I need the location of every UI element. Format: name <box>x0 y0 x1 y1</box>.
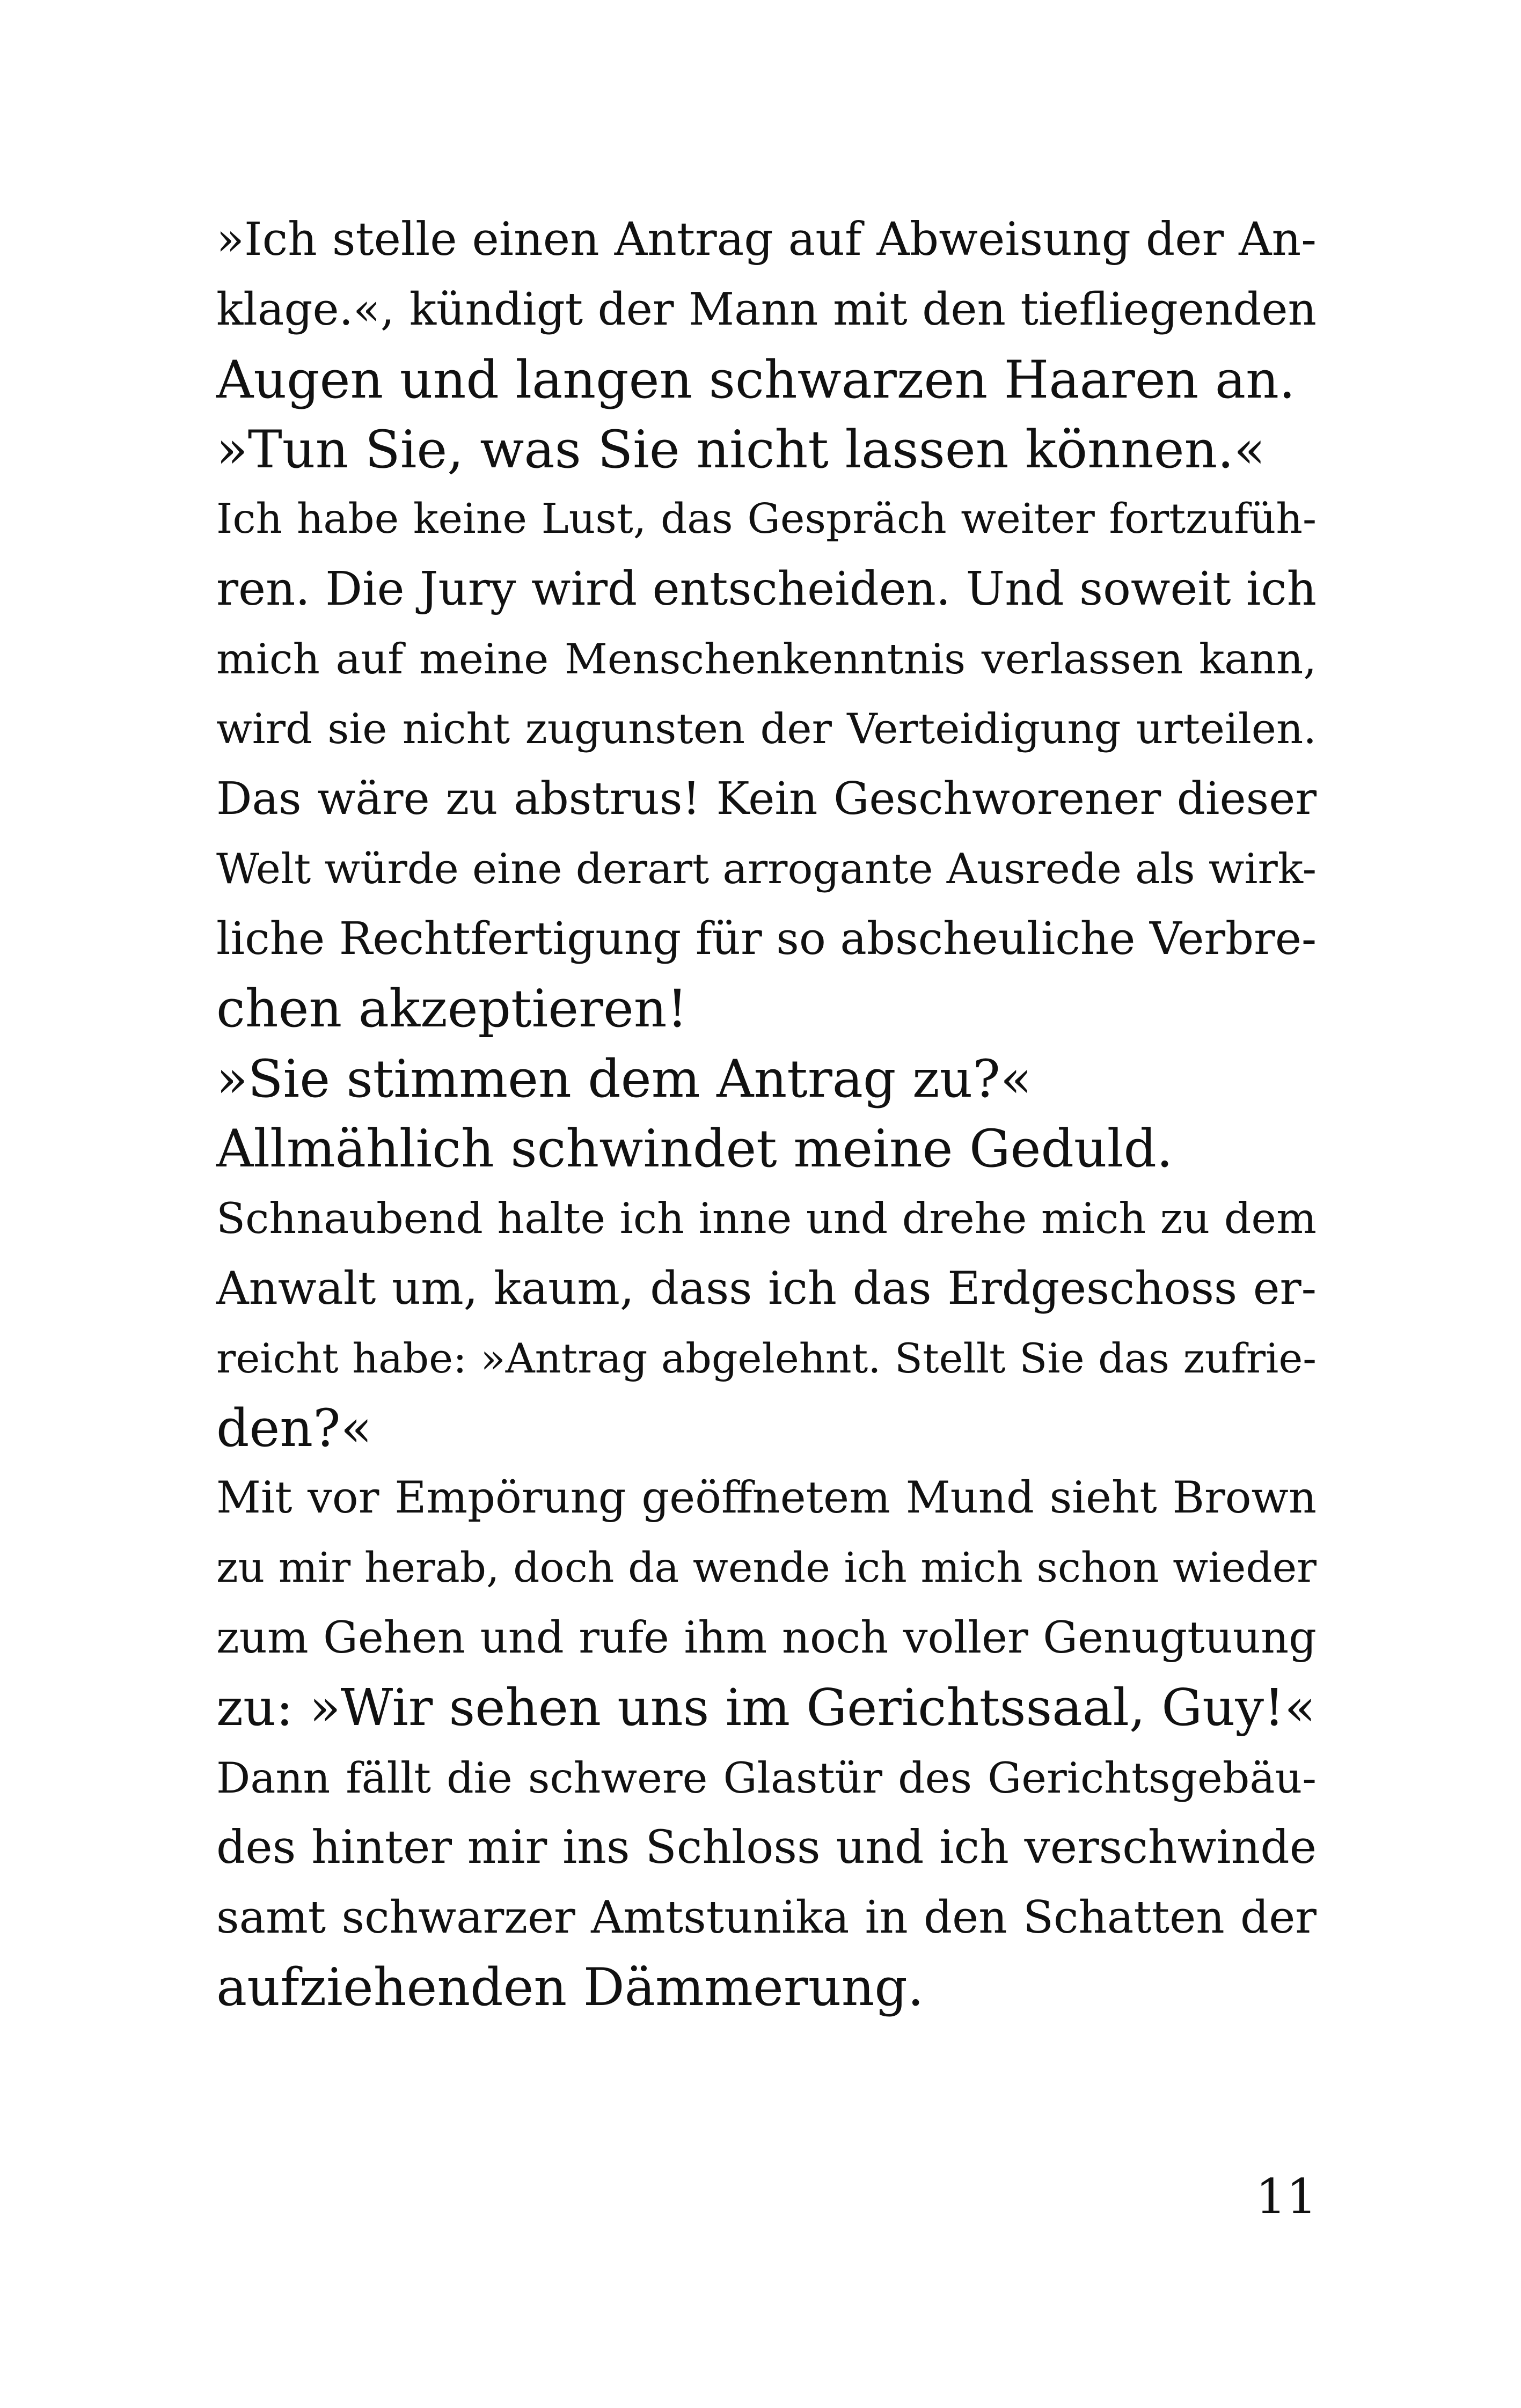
text-line: Anwalt um, kaum, dass ich das Erdgeschoss er- <box>216 1262 1317 1315</box>
text-line: liche Rechtfertigung für so abscheuliche Verbre- <box>216 912 1317 965</box>
text-line: chen akzeptieren! <box>216 979 688 1039</box>
text-line: Dann fällt die schwere Glastür des Gerichtsgebäu- <box>216 1753 1317 1803</box>
text-line: ren. Die Jury wird entscheiden. Und soweit ich <box>216 562 1317 616</box>
text-line: »Sie stimmen dem Antrag zu?« <box>216 1048 1032 1109</box>
text-line: aufziehenden Dämmerung. <box>216 1957 924 2018</box>
text-line: Allmählich schwindet meine Geduld. <box>216 1118 1173 1179</box>
text-line: Das wäre zu abstrus! Kein Geschworener dieser <box>216 773 1317 825</box>
body-text <box>216 205 1317 2023</box>
text-line: des hinter mir ins Schloss und ich verschwinde <box>216 1820 1317 1874</box>
text-line: Augen und langen schwarzen Haaren an. <box>216 349 1296 410</box>
text-line: wird sie nicht zugunsten der Verteidigung urteilen. <box>216 705 1317 754</box>
text-line: samt schwarzer Amtstunika in den Schatten der <box>216 1891 1317 1944</box>
text-line: den?« <box>216 1398 372 1459</box>
text-line: Schnaubend halte ich inne und drehe mich zu dem <box>216 1194 1317 1244</box>
text-line: reicht habe: »Antrag abgelehnt. Stellt Sie das zufrie- <box>216 1334 1317 1382</box>
text-line: mich auf meine Menschenkenntnis verlassen kann, <box>216 635 1317 684</box>
text-line: Ich habe keine Lust, das Gespräch weiter fortzufüh- <box>216 495 1317 544</box>
text-line: zu: »Wir sehen uns im Gerichtssaal, Guy!« <box>216 1678 1316 1738</box>
text-line: Welt würde eine derart arrogante Ausrede als wirk- <box>216 845 1317 893</box>
text-line: Mit vor Empörung geöffnetem Mund sieht Brown <box>216 1473 1317 1524</box>
text-line: zum Gehen und rufe ihm noch voller Genugtuung <box>216 1612 1317 1663</box>
text-line: »Ich stelle einen Antrag auf Abweisung der An- <box>216 213 1317 266</box>
text-line: zu mir herab, doch da wende ich mich schon wieder <box>216 1544 1317 1592</box>
text-line: »Tun Sie, was Sie nicht lassen können.« <box>216 419 1266 480</box>
text-line: klage.«, kündigt der Mann mit den tiefliegenden <box>216 283 1317 336</box>
page-number: 11 <box>1255 2169 1317 2225</box>
